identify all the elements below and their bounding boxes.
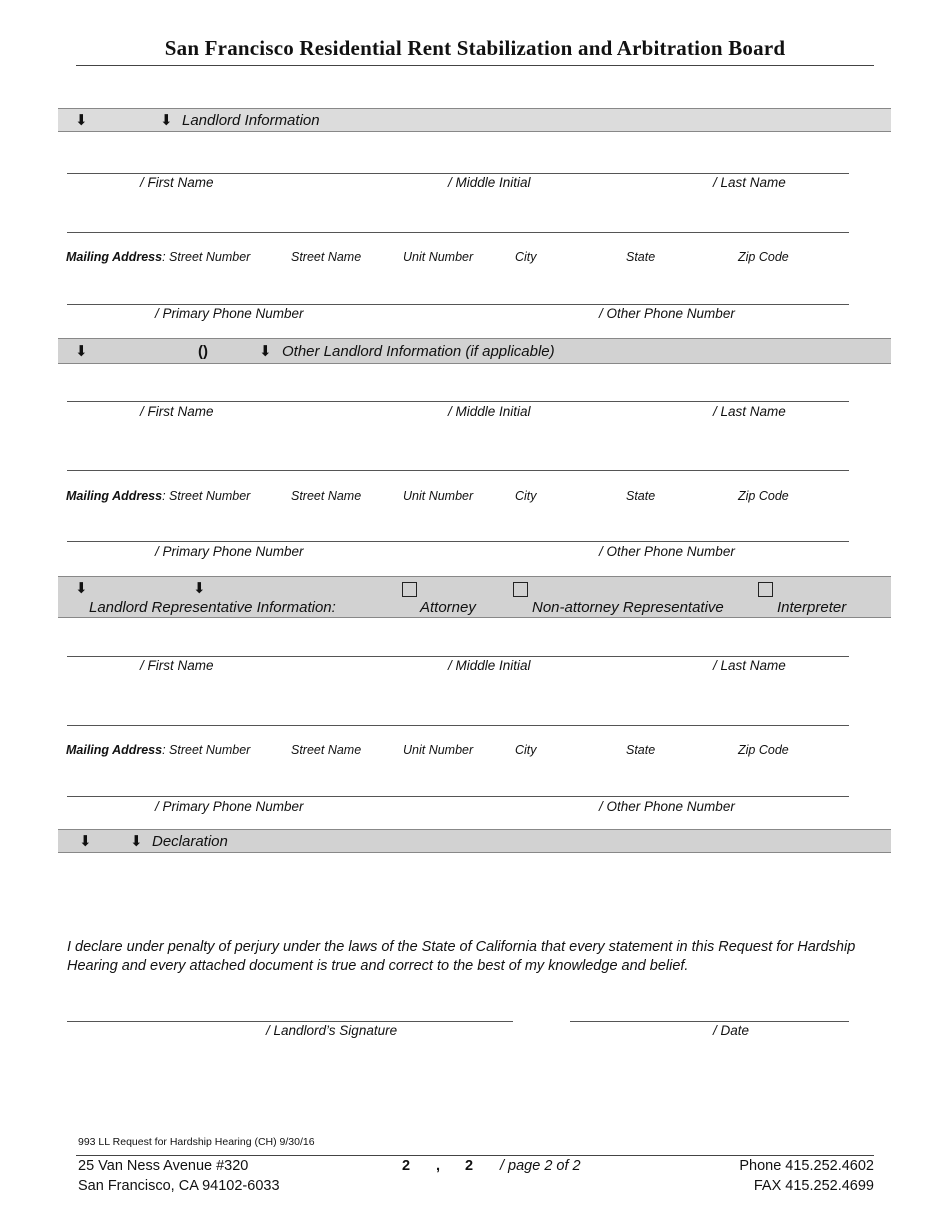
name-field-line[interactable]	[67, 401, 849, 402]
section-header-representative	[58, 576, 891, 618]
form-id: 993 LL Request for Hardship Hearing (CH) 9/30/16	[78, 1136, 315, 1148]
signature-field-line[interactable]	[67, 1021, 513, 1022]
non-attorney-checkbox[interactable]	[513, 582, 528, 597]
city-label: City	[515, 489, 537, 503]
arrow-down-icon: ⬇	[160, 112, 173, 129]
state-label: State	[626, 489, 656, 503]
arrow-down-icon: ⬇	[75, 580, 88, 597]
last-name-label: / Last Name	[713, 175, 786, 190]
arrow-down-icon: ⬇	[130, 833, 143, 850]
unit-number-label: Unit Number	[403, 250, 474, 264]
page-indicator: / page 2 of 2	[500, 1158, 581, 1174]
non-attorney-label: Non-attorney Representative	[532, 599, 724, 616]
zip-code-label: Zip Code	[738, 743, 789, 757]
page-separator: ,	[436, 1158, 441, 1174]
arrow-down-icon: ⬇	[75, 112, 88, 129]
arrow-down-icon: ⬇	[79, 833, 92, 850]
first-name-label: / First Name	[140, 175, 214, 190]
middle-initial-label: / Middle Initial	[448, 175, 531, 190]
page-number-b: 2	[465, 1158, 474, 1174]
street-name-label: Street Name	[291, 489, 362, 503]
mailing-address-label: Mailing Address: Street Number	[66, 743, 251, 757]
primary-phone-label: / Primary Phone Number	[155, 544, 304, 559]
title-divider	[76, 65, 874, 66]
other-phone-label: / Other Phone Number	[599, 306, 735, 321]
zip-code-label: Zip Code	[738, 489, 789, 503]
footer-phone: Phone 415.252.4602	[739, 1158, 874, 1174]
zip-code-label: Zip Code	[738, 250, 789, 264]
unit-number-label: Unit Number	[403, 489, 474, 503]
middle-initial-label: / Middle Initial	[448, 404, 531, 419]
state-label: State	[626, 250, 656, 264]
city-label: City	[515, 250, 537, 264]
other-phone-label: / Other Phone Number	[599, 799, 735, 814]
street-name-label: Street Name	[291, 743, 362, 757]
section-title: Other Landlord Information (if applicable)	[282, 343, 555, 360]
page-number-a: 2	[402, 1158, 411, 1174]
section-header-declaration	[58, 829, 891, 853]
section-title: Landlord Representative Information:	[89, 599, 336, 616]
footer-fax: FAX 415.252.4699	[753, 1178, 874, 1194]
date-field-line[interactable]	[570, 1021, 849, 1022]
address-field-line[interactable]	[67, 470, 849, 471]
interpreter-checkbox[interactable]	[758, 582, 773, 597]
section-header-other-landlord	[58, 338, 891, 364]
other-phone-label: / Other Phone Number	[599, 544, 735, 559]
attorney-checkbox[interactable]	[402, 582, 417, 597]
name-field-line[interactable]	[67, 656, 849, 657]
middle-initial-label: / Middle Initial	[448, 658, 531, 673]
unit-number-label: Unit Number	[403, 743, 474, 757]
section-title: Landlord Information	[182, 112, 320, 129]
state-label: State	[626, 743, 656, 757]
phone-field-line[interactable]	[67, 796, 849, 797]
last-name-label: / Last Name	[713, 404, 786, 419]
page-title: San Francisco Residential Rent Stabilization and Arbitration Board	[164, 36, 786, 60]
declaration-text: I declare under penalty of perjury under the laws of the State of California that every statement in this Request for Hardship Hearing and every attached document is true and correct to the best of my knowledge and belief.	[67, 939, 856, 974]
last-name-label: / Last Name	[713, 658, 786, 673]
primary-phone-label: / Primary Phone Number	[155, 306, 304, 321]
footer-address-line2: San Francisco, CA 94102-6033	[78, 1178, 280, 1194]
footer-divider	[76, 1155, 874, 1156]
section-header-landlord	[58, 108, 891, 132]
parens-text: ()	[198, 343, 208, 360]
date-label: / Date	[713, 1023, 750, 1038]
city-label: City	[515, 743, 537, 757]
mailing-address-label: Mailing Address: Street Number	[66, 250, 251, 264]
phone-field-line[interactable]	[67, 304, 849, 305]
first-name-label: / First Name	[140, 658, 214, 673]
phone-field-line[interactable]	[67, 541, 849, 542]
address-field-line[interactable]	[67, 232, 849, 233]
footer-address-line1: 25 Van Ness Avenue #320	[78, 1158, 249, 1174]
arrow-down-icon: ⬇	[75, 343, 88, 360]
street-name-label: Street Name	[291, 250, 362, 264]
signature-label: / Landlord’s Signature	[266, 1023, 398, 1038]
name-field-line[interactable]	[67, 173, 849, 174]
arrow-down-icon: ⬇	[259, 343, 272, 360]
primary-phone-label: / Primary Phone Number	[155, 799, 304, 814]
first-name-label: / First Name	[140, 404, 214, 419]
section-title: Declaration	[152, 833, 228, 850]
mailing-address-label: Mailing Address: Street Number	[66, 489, 251, 503]
address-field-line[interactable]	[67, 725, 849, 726]
interpreter-label: Interpreter	[777, 599, 847, 616]
attorney-label: Attorney	[420, 599, 476, 616]
arrow-down-icon: ⬇	[193, 580, 206, 597]
